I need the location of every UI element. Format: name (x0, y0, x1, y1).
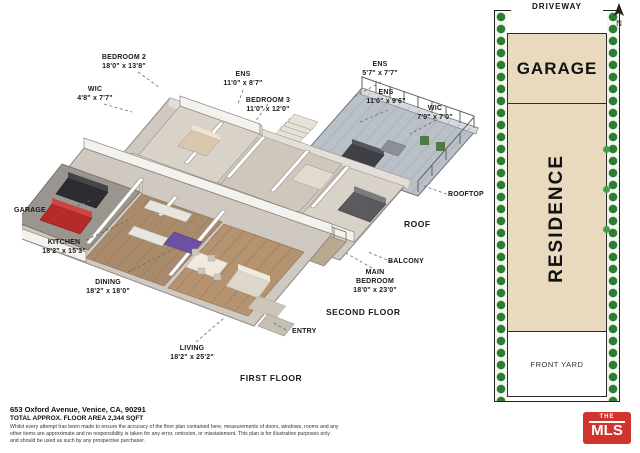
room-label-living: LIVING 18'2" x 25'2" (170, 345, 214, 361)
floor-title-first-floor: FIRST FLOOR (240, 373, 303, 383)
room-label-wic-bedroom2: WIC 4'8" x 7'7" (77, 86, 113, 102)
logo-mls: MLS (591, 422, 623, 439)
site-residence: RESIDENCE (507, 103, 607, 333)
room-label-kitchen: KITCHEN 18'2" x 15'3" (42, 239, 86, 255)
room-label-dining: DINING 18'2" x 18'0" (86, 279, 130, 295)
room-label-main-bedroom: MAIN BEDROOM 18'0" x 23'0" (353, 269, 397, 294)
site-tree-dot (603, 226, 610, 233)
total-floor-area: TOTAL APPROX. FLOOR AREA 2,344 SQFT (10, 415, 144, 422)
site-garage: GARAGE (507, 33, 607, 105)
property-address: 653 Oxford Avenue, Venice, CA, 90291 (10, 405, 146, 414)
room-label-rooftop: ROOFTOP (448, 191, 484, 198)
site-hedge-right (607, 11, 619, 401)
room-label-ens-bedroom3: ENS 11'0" x 8'7" (223, 71, 263, 87)
site-tree-dot (603, 146, 610, 153)
disclaimer-text: Whilst every attempt has been made to ensure the accuracy of the floor plan contained here, measurements of doors, windows, rooms and any other items are approximate and no responsibility is taken for any error, omission, or misstatement. This plan is for illustrative purposes only and should be used as such by any prospective purchaser. (10, 424, 339, 444)
room-label-bedroom3: BEDROOM 3 11'0" x 12'0" (245, 97, 291, 113)
room-label-balcony: BALCONY (388, 258, 425, 265)
room-label-wic-main: WIC 7'0" x 7'0" (417, 105, 453, 121)
floor-title-second-floor: SECOND FLOOR (326, 307, 401, 317)
the-mls-logo (583, 412, 631, 444)
svg-text:N: N (616, 19, 622, 28)
site-front-yard: FRONT YARD (507, 331, 607, 397)
north-arrow-icon (607, 2, 631, 28)
room-label-ens-main-2: ENS 11'0" x 9'6" (366, 89, 406, 105)
site-plan-inner (507, 11, 607, 401)
site-plan (494, 2, 620, 402)
room-label-ens-main-1: ENS 5'7" x 7'7" (362, 61, 398, 77)
site-driveway-label: DRIVEWAY (511, 2, 603, 11)
room-label-entry: ENTRY (292, 328, 317, 335)
site-tree-dot (603, 186, 610, 193)
footer-block (10, 405, 430, 445)
room-label-garage: GARAGE (14, 207, 46, 214)
site-hedge-left (495, 11, 507, 401)
room-label-bedroom2: BEDROOM 2 18'0" x 13'8" (101, 54, 147, 70)
logo-the: THE (599, 414, 615, 420)
floor-title-roof: ROOF (404, 219, 431, 229)
